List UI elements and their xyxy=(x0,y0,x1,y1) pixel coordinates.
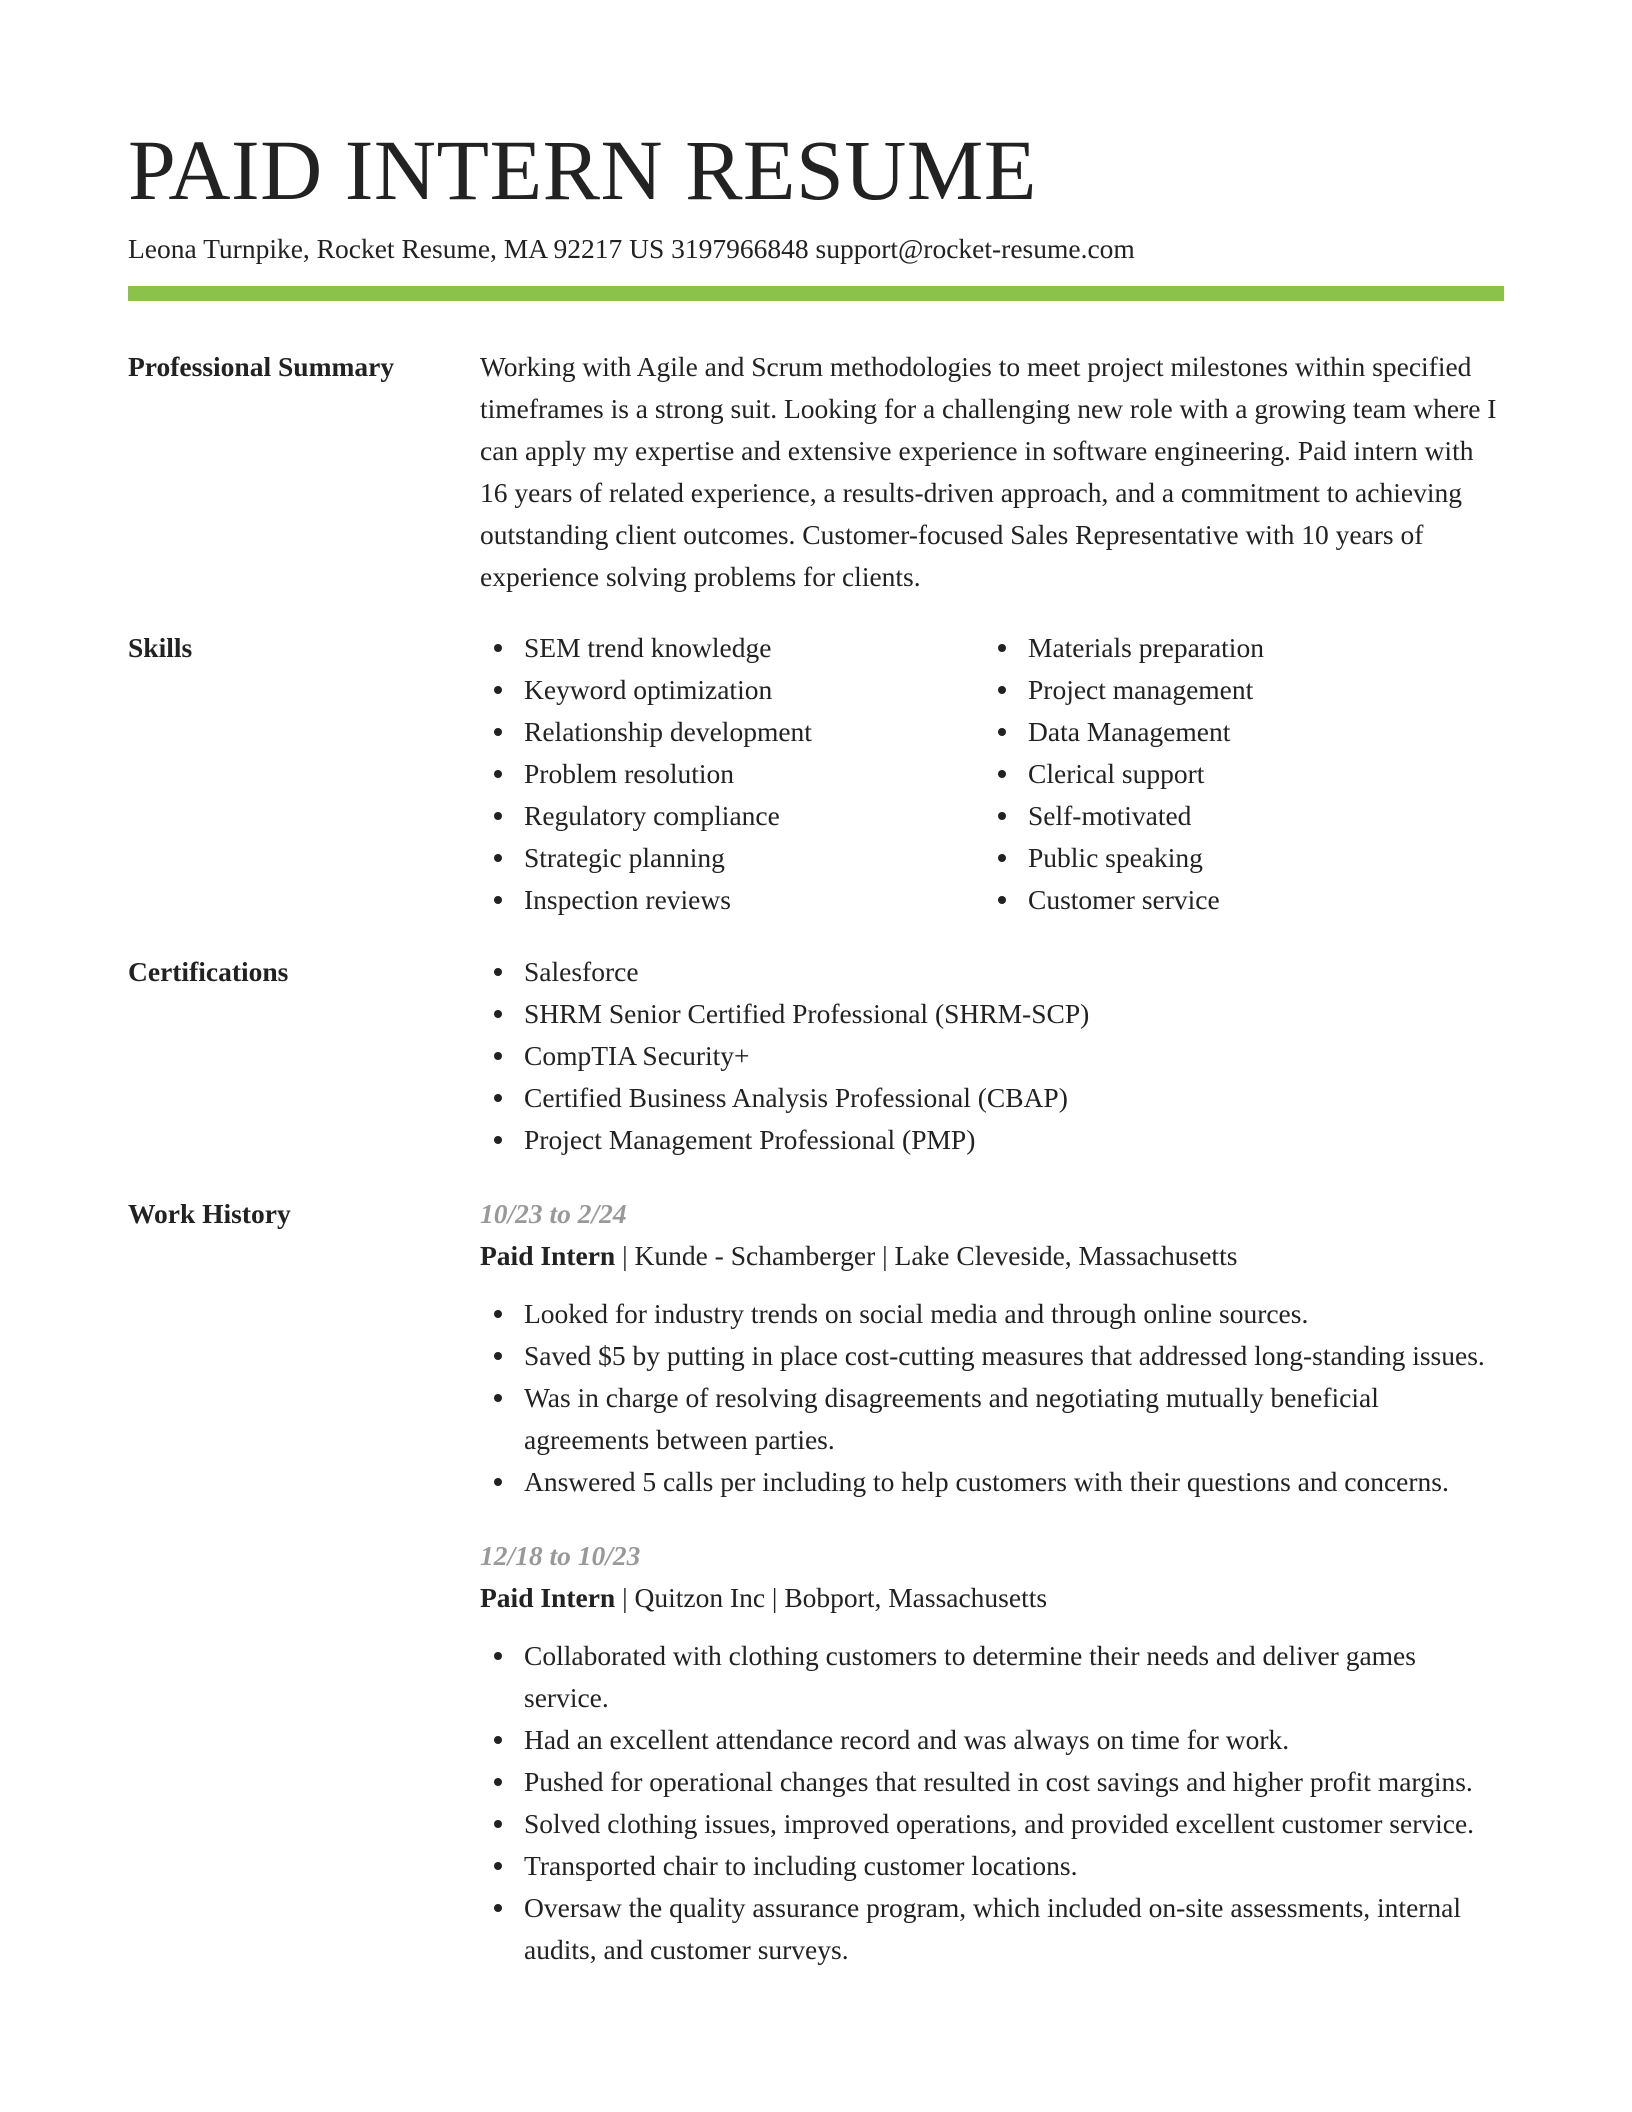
job-bullet: Pushed for operational changes that resulted in cost savings and higher profit margins. xyxy=(524,1761,1504,1803)
job-bullet: Answered 5 calls per including to help customers with their questions and concerns. xyxy=(524,1461,1504,1503)
skills-body xyxy=(480,627,1504,921)
certification-item: Project Management Professional (PMP) xyxy=(524,1119,1504,1161)
skill-item: Relationship development xyxy=(524,711,984,753)
job-bullet: Was in charge of resolving disagreements and negotiating mutually beneficial agreements between parties. xyxy=(524,1377,1504,1461)
skills-heading: Skills xyxy=(128,632,193,663)
job-bullet: Saved $5 by putting in place cost-cutting measures that addressed long-standing issues. xyxy=(524,1335,1504,1377)
contact-line: Leona Turnpike, Rocket Resume, MA 92217 US 3197966848 support@rocket-resume.com xyxy=(128,233,1135,264)
header-divider xyxy=(128,286,1504,301)
skill-item: Keyword optimization xyxy=(524,669,984,711)
resume-title: PAID INTERN RESUME xyxy=(128,122,1037,218)
job-bullet: Transported chair to including customer locations. xyxy=(524,1845,1504,1887)
skill-item: Data Management xyxy=(1028,711,1488,753)
skill-item: Customer service xyxy=(1028,879,1488,921)
certifications-body xyxy=(480,951,1504,1161)
job-dates: 12/18 to 10/23 xyxy=(480,1540,641,1571)
job-dates: 10/23 to 2/24 xyxy=(480,1198,627,1229)
summary-text: Working with Agile and Scrum methodologies to meet project milestones within specified timeframes is a strong suit. Looking for a challenging new role with a growing team where I can apply my expertise and extensive experience in software engineering. Paid intern with 16 years of related experience, a results-driven approach, and a commitment to achieving outstanding client outcomes. Customer-focused Sales Representative with 10 years of experience solving problems for clients. xyxy=(480,351,1497,592)
summary-heading: Professional Summary xyxy=(128,351,395,382)
job-title: Paid Intern xyxy=(480,1240,616,1271)
skills-column-left xyxy=(480,627,984,921)
skill-item: Inspection reviews xyxy=(524,879,984,921)
skill-item: SEM trend knowledge xyxy=(524,627,984,669)
job-bullet: Collaborated with clothing customers to determine their needs and deliver games service. xyxy=(524,1635,1504,1719)
skill-item: Public speaking xyxy=(1028,837,1488,879)
skill-item: Problem resolution xyxy=(524,753,984,795)
certifications-heading: Certifications xyxy=(128,956,289,987)
job-details: | Kunde - Schamberger | Lake Cleveside, Massachusetts xyxy=(615,1240,1238,1271)
job-entry xyxy=(480,1535,1504,1971)
certification-item: SHRM Senior Certified Professional (SHRM-SCP) xyxy=(524,993,1504,1035)
job-title: Paid Intern xyxy=(480,1582,616,1613)
skill-item: Project management xyxy=(1028,669,1488,711)
certification-item: CompTIA Security+ xyxy=(524,1035,1504,1077)
job-bullet: Had an excellent attendance record and was always on time for work. xyxy=(524,1719,1504,1761)
job-entry xyxy=(480,1193,1504,1503)
skill-item: Self-motivated xyxy=(1028,795,1488,837)
job-heading xyxy=(480,1577,1504,1619)
job-bullet: Looked for industry trends on social media and through online sources. xyxy=(524,1293,1504,1335)
skills-column-right xyxy=(984,627,1488,921)
job-details: | Quitzon Inc | Bobport, Massachusetts xyxy=(615,1582,1048,1613)
certification-item: Certified Business Analysis Professional (CBAP) xyxy=(524,1077,1504,1119)
skill-item: Strategic planning xyxy=(524,837,984,879)
certification-item: Salesforce xyxy=(524,951,1504,993)
summary-body xyxy=(480,346,1504,598)
work-history-heading: Work History xyxy=(128,1198,291,1229)
job-bullet: Oversaw the quality assurance program, which included on-site assessments, internal audits, and customer surveys. xyxy=(524,1887,1504,1971)
job-heading xyxy=(480,1235,1504,1277)
work-history-body xyxy=(480,1193,1504,2003)
skill-item: Materials preparation xyxy=(1028,627,1488,669)
skill-item: Regulatory compliance xyxy=(524,795,984,837)
skill-item: Clerical support xyxy=(1028,753,1488,795)
job-bullet: Solved clothing issues, improved operations, and provided excellent customer service. xyxy=(524,1803,1504,1845)
